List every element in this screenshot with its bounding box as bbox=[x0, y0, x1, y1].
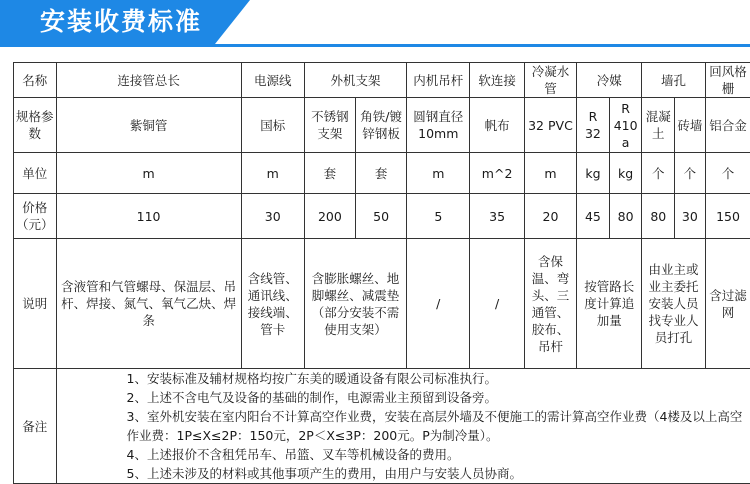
name-power-cable: 电源线 bbox=[241, 63, 304, 98]
spec-cell: R 410 a bbox=[609, 98, 642, 153]
unit-cell: kg bbox=[577, 153, 610, 194]
spec-cell: 国标 bbox=[241, 98, 304, 153]
spec-cell: 帆布 bbox=[470, 98, 524, 153]
note-line: 4、上述报价不含租凭吊车、吊篮、叉车等机械设备的费用。 bbox=[127, 445, 743, 464]
price-cell: 30 bbox=[241, 194, 304, 239]
name-wall-hole: 墙孔 bbox=[642, 63, 705, 98]
desc-cell: 含线管、通讯线、接线端、管卡 bbox=[241, 239, 304, 369]
desc-cell: / bbox=[407, 239, 470, 369]
note-line: 3、室外机安装在室内阳台不计算高空作业费，安装在高层外墙及不便施工的需计算高空作业费（4楼及以上高空 bbox=[127, 407, 743, 426]
spec-cell: R 32 bbox=[577, 98, 610, 153]
price-label: 价格（元） bbox=[14, 194, 57, 239]
price-cell: 110 bbox=[56, 194, 241, 239]
note-line: 5、上述未涉及的材料或其他事项产生的费用，由用户与安装人员协商。 bbox=[127, 464, 743, 483]
unit-cell: m bbox=[241, 153, 304, 194]
name-return-grille: 回风格栅 bbox=[705, 63, 750, 98]
desc-cell: 含液管和气管螺母、保温层、吊杆、焊接、氮气、氧气乙炔、焊条 bbox=[56, 239, 241, 369]
price-cell: 80 bbox=[642, 194, 675, 239]
price-cell: 45 bbox=[577, 194, 610, 239]
spec-cell: 不锈钢支架 bbox=[304, 98, 355, 153]
spec-cell: 圆钢直径10mm bbox=[407, 98, 470, 153]
desc-cell: / bbox=[470, 239, 524, 369]
unit-cell: kg bbox=[609, 153, 642, 194]
name-condensate-pipe: 冷凝水管 bbox=[524, 63, 576, 98]
name-label: 名称 bbox=[14, 63, 57, 98]
notes-content bbox=[56, 369, 750, 484]
name-outdoor-bracket: 外机支架 bbox=[304, 63, 406, 98]
note-line: 2、上述不含电气及设备的基础的制作，电源需业主预留到设备旁。 bbox=[127, 388, 743, 407]
price-cell: 5 bbox=[407, 194, 470, 239]
spec-cell: 铝合金 bbox=[705, 98, 750, 153]
spec-cell: 角铁/镀锌钢板 bbox=[356, 98, 407, 153]
price-cell: 150 bbox=[705, 194, 750, 239]
header-bar bbox=[0, 0, 750, 48]
unit-cell: 个 bbox=[705, 153, 750, 194]
page-title: 安装收费标准 bbox=[40, 5, 202, 39]
name-soft-connection: 软连接 bbox=[470, 63, 524, 98]
price-cell: 20 bbox=[524, 194, 576, 239]
desc-cell: 含保温、弯头、三通管、胶布、吊杆 bbox=[524, 239, 576, 369]
desc-cell: 按管路长度计算追加量 bbox=[577, 239, 642, 369]
name-pipe-length: 连接管总长 bbox=[56, 63, 241, 98]
unit-row bbox=[14, 153, 750, 194]
unit-label: 单位 bbox=[14, 153, 57, 194]
price-cell: 80 bbox=[609, 194, 642, 239]
price-cell: 200 bbox=[304, 194, 355, 239]
spec-cell: 混凝土 bbox=[642, 98, 675, 153]
price-cell: 35 bbox=[470, 194, 524, 239]
name-row bbox=[14, 63, 750, 98]
fee-table bbox=[13, 62, 750, 484]
name-indoor-hanger: 内机吊杆 bbox=[407, 63, 470, 98]
spec-cell: 砖墙 bbox=[675, 98, 705, 153]
title-underline bbox=[0, 44, 750, 47]
unit-cell: 个 bbox=[675, 153, 705, 194]
price-cell: 30 bbox=[675, 194, 705, 239]
name-refrigerant: 冷媒 bbox=[577, 63, 642, 98]
unit-cell: m bbox=[407, 153, 470, 194]
unit-cell: 套 bbox=[356, 153, 407, 194]
unit-cell: m bbox=[56, 153, 241, 194]
notes-label: 备注 bbox=[14, 369, 57, 484]
spec-cell: 32 PVC bbox=[524, 98, 576, 153]
unit-cell: m^2 bbox=[470, 153, 524, 194]
spec-label: 规格参数 bbox=[14, 98, 57, 153]
desc-cell: 由业主或业主委托安装人员找专业人员打孔 bbox=[642, 239, 705, 369]
unit-cell: 个 bbox=[642, 153, 675, 194]
desc-cell: 含过滤网 bbox=[705, 239, 750, 369]
desc-row bbox=[14, 239, 750, 369]
price-row bbox=[14, 194, 750, 239]
note-line: 1、安装标准及辅材规格均按广东美的暖通设备有限公司标准执行。 bbox=[127, 369, 743, 388]
spec-row bbox=[14, 98, 750, 153]
notes-row bbox=[14, 369, 750, 484]
desc-label: 说明 bbox=[14, 239, 57, 369]
unit-cell: m bbox=[524, 153, 576, 194]
unit-cell: 套 bbox=[304, 153, 355, 194]
spec-cell: 紫铜管 bbox=[56, 98, 241, 153]
price-cell: 50 bbox=[356, 194, 407, 239]
desc-cell: 含膨胀螺丝、地脚螺丝、减震垫（部分安装不需使用支架） bbox=[304, 239, 406, 369]
note-line: 作业费：1P≤X≤2P：150元，2P＜X≤3P：200元。P为制冷量）。 bbox=[127, 426, 743, 445]
